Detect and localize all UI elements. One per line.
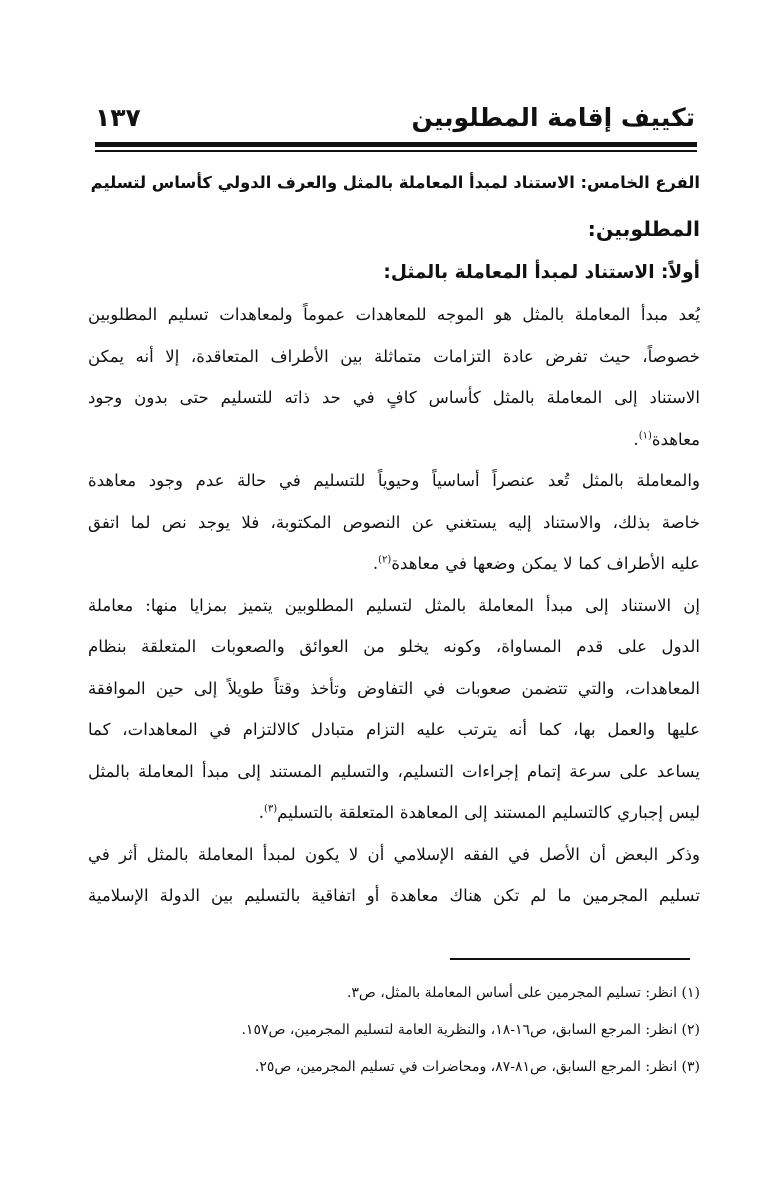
header-rule-thin [95, 150, 697, 152]
page-number: ١٣٧ [95, 103, 141, 132]
paragraph-1 [88, 294, 700, 460]
footnote-ref: (١) [638, 429, 652, 441]
paragraph-line: يُعد مبدأ المعاملة بالمثل هو الموجه للمعاهدات عموماً ولمعاهدات تسليم المطلوبين [88, 305, 700, 324]
paragraph-3 [88, 585, 700, 834]
paragraph-2 [88, 460, 700, 585]
paragraph-line: والمعاملة بالمثل تُعد عنصراً أساسياً وحيوياً للتسليم في حالة عدم وجود معاهدة [88, 471, 700, 490]
paragraph-line: المعاهدات، والتي تتضمن صعوبات في التفاوض وتأخذ وقتاً طويلاً إلى حين الموافقة [88, 678, 700, 698]
paragraph-line: تسليم المجرمين ما لم تكن هناك معاهدة أو اتفاقية بالتسليم بين الدولة الإسلامية [88, 886, 700, 905]
footnote-2: (٢) انظر: المرجع السابق، ص١٦-١٨، والنظرية العامة لتسليم المجرمين، ص١٥٧. [241, 1022, 700, 1038]
footnotes [120, 975, 700, 1086]
paragraph-line-text: عليه الأطراف كما لا يمكن وضعها في معاهدة [391, 554, 700, 573]
paragraph-line: وذكر البعض أن الأصل في الفقه الإسلامي أن لا يكون لمبدأ المعاملة بالمثل أثر في [88, 844, 700, 864]
paragraph-line: عليها والعمل بها، كما أنه يترتب عليه التزام متبادل كالالتزام في المعاهدات، كما [88, 720, 700, 739]
paragraph-line [88, 543, 700, 585]
paragraph-line: خصوصاً، حيث تفرض عادة التزامات متماثلة بين الأطراف المتعاقدة، إلا أنه يمكن [88, 346, 700, 366]
running-title: تكييف إقامة المطلوبين [411, 103, 695, 132]
paragraph-line-tail: . [258, 803, 264, 822]
footnote-ref: (٢) [378, 554, 392, 566]
section-heading-line-1: الفرع الخامس: الاستناد لمبدأ المعاملة بالمثل والعرف الدولي كأساس لتسليم [90, 173, 700, 192]
paragraph-line-text: معاهدة [651, 429, 700, 449]
paragraph-line: خاصة بذلك، والاستناد إليه يستغني عن النصوص المكتوبة، فلا يوجد نص لما اتفق [88, 512, 700, 532]
paragraph-line [88, 419, 700, 461]
paragraph-line-tail: . [633, 429, 639, 449]
paragraph-line: يساعد على سرعة إتمام إجراءات التسليم، والتسليم المستند إلى مبدأ المعاملة بالمثل [88, 761, 700, 781]
paragraph-4 [88, 834, 700, 917]
page-header [95, 98, 695, 144]
footnote-1: (١) انظر: تسليم المجرمين على أساس المعاملة بالمثل، ص٣. [346, 985, 700, 1001]
sub-heading: أولاً: الاستناد لمبدأ المعاملة بالمثل: [383, 262, 700, 283]
footnote-ref: (٣) [263, 803, 278, 815]
paragraph-line [88, 792, 700, 834]
paragraph-line-text: ليس إجباري كالتسليم المستند إلى المعاهدة المتعلقة بالتسليم [277, 803, 700, 822]
paragraph-line: إن الاستناد إلى مبدأ المعاملة بالمثل لتسليم المطلوبين يتميز بمزايا منها: معاملة [88, 595, 700, 615]
section-heading [88, 160, 700, 252]
paragraph-line: الاستناد إلى المعاملة بالمثل كأساس كافٍ في حد ذاته للتسليم حتى بدون وجود [88, 388, 700, 407]
section-heading-line-2: المطلوبين: [587, 217, 700, 241]
paragraph-line: الدول على قدم المساواة، وكونه يخلو من العوائق والصعوبات المتعلقة بنظام [88, 637, 700, 656]
body-text [88, 160, 700, 917]
paragraph-line-tail: . [372, 554, 379, 573]
header-rule-thick [95, 142, 697, 147]
footnote-3: (٣) انظر: المرجع السابق، ص٨١-٨٧، ومحاضرات في تسليم المجرمين، ص٢٥. [254, 1059, 700, 1075]
footnote-separator [450, 958, 690, 960]
